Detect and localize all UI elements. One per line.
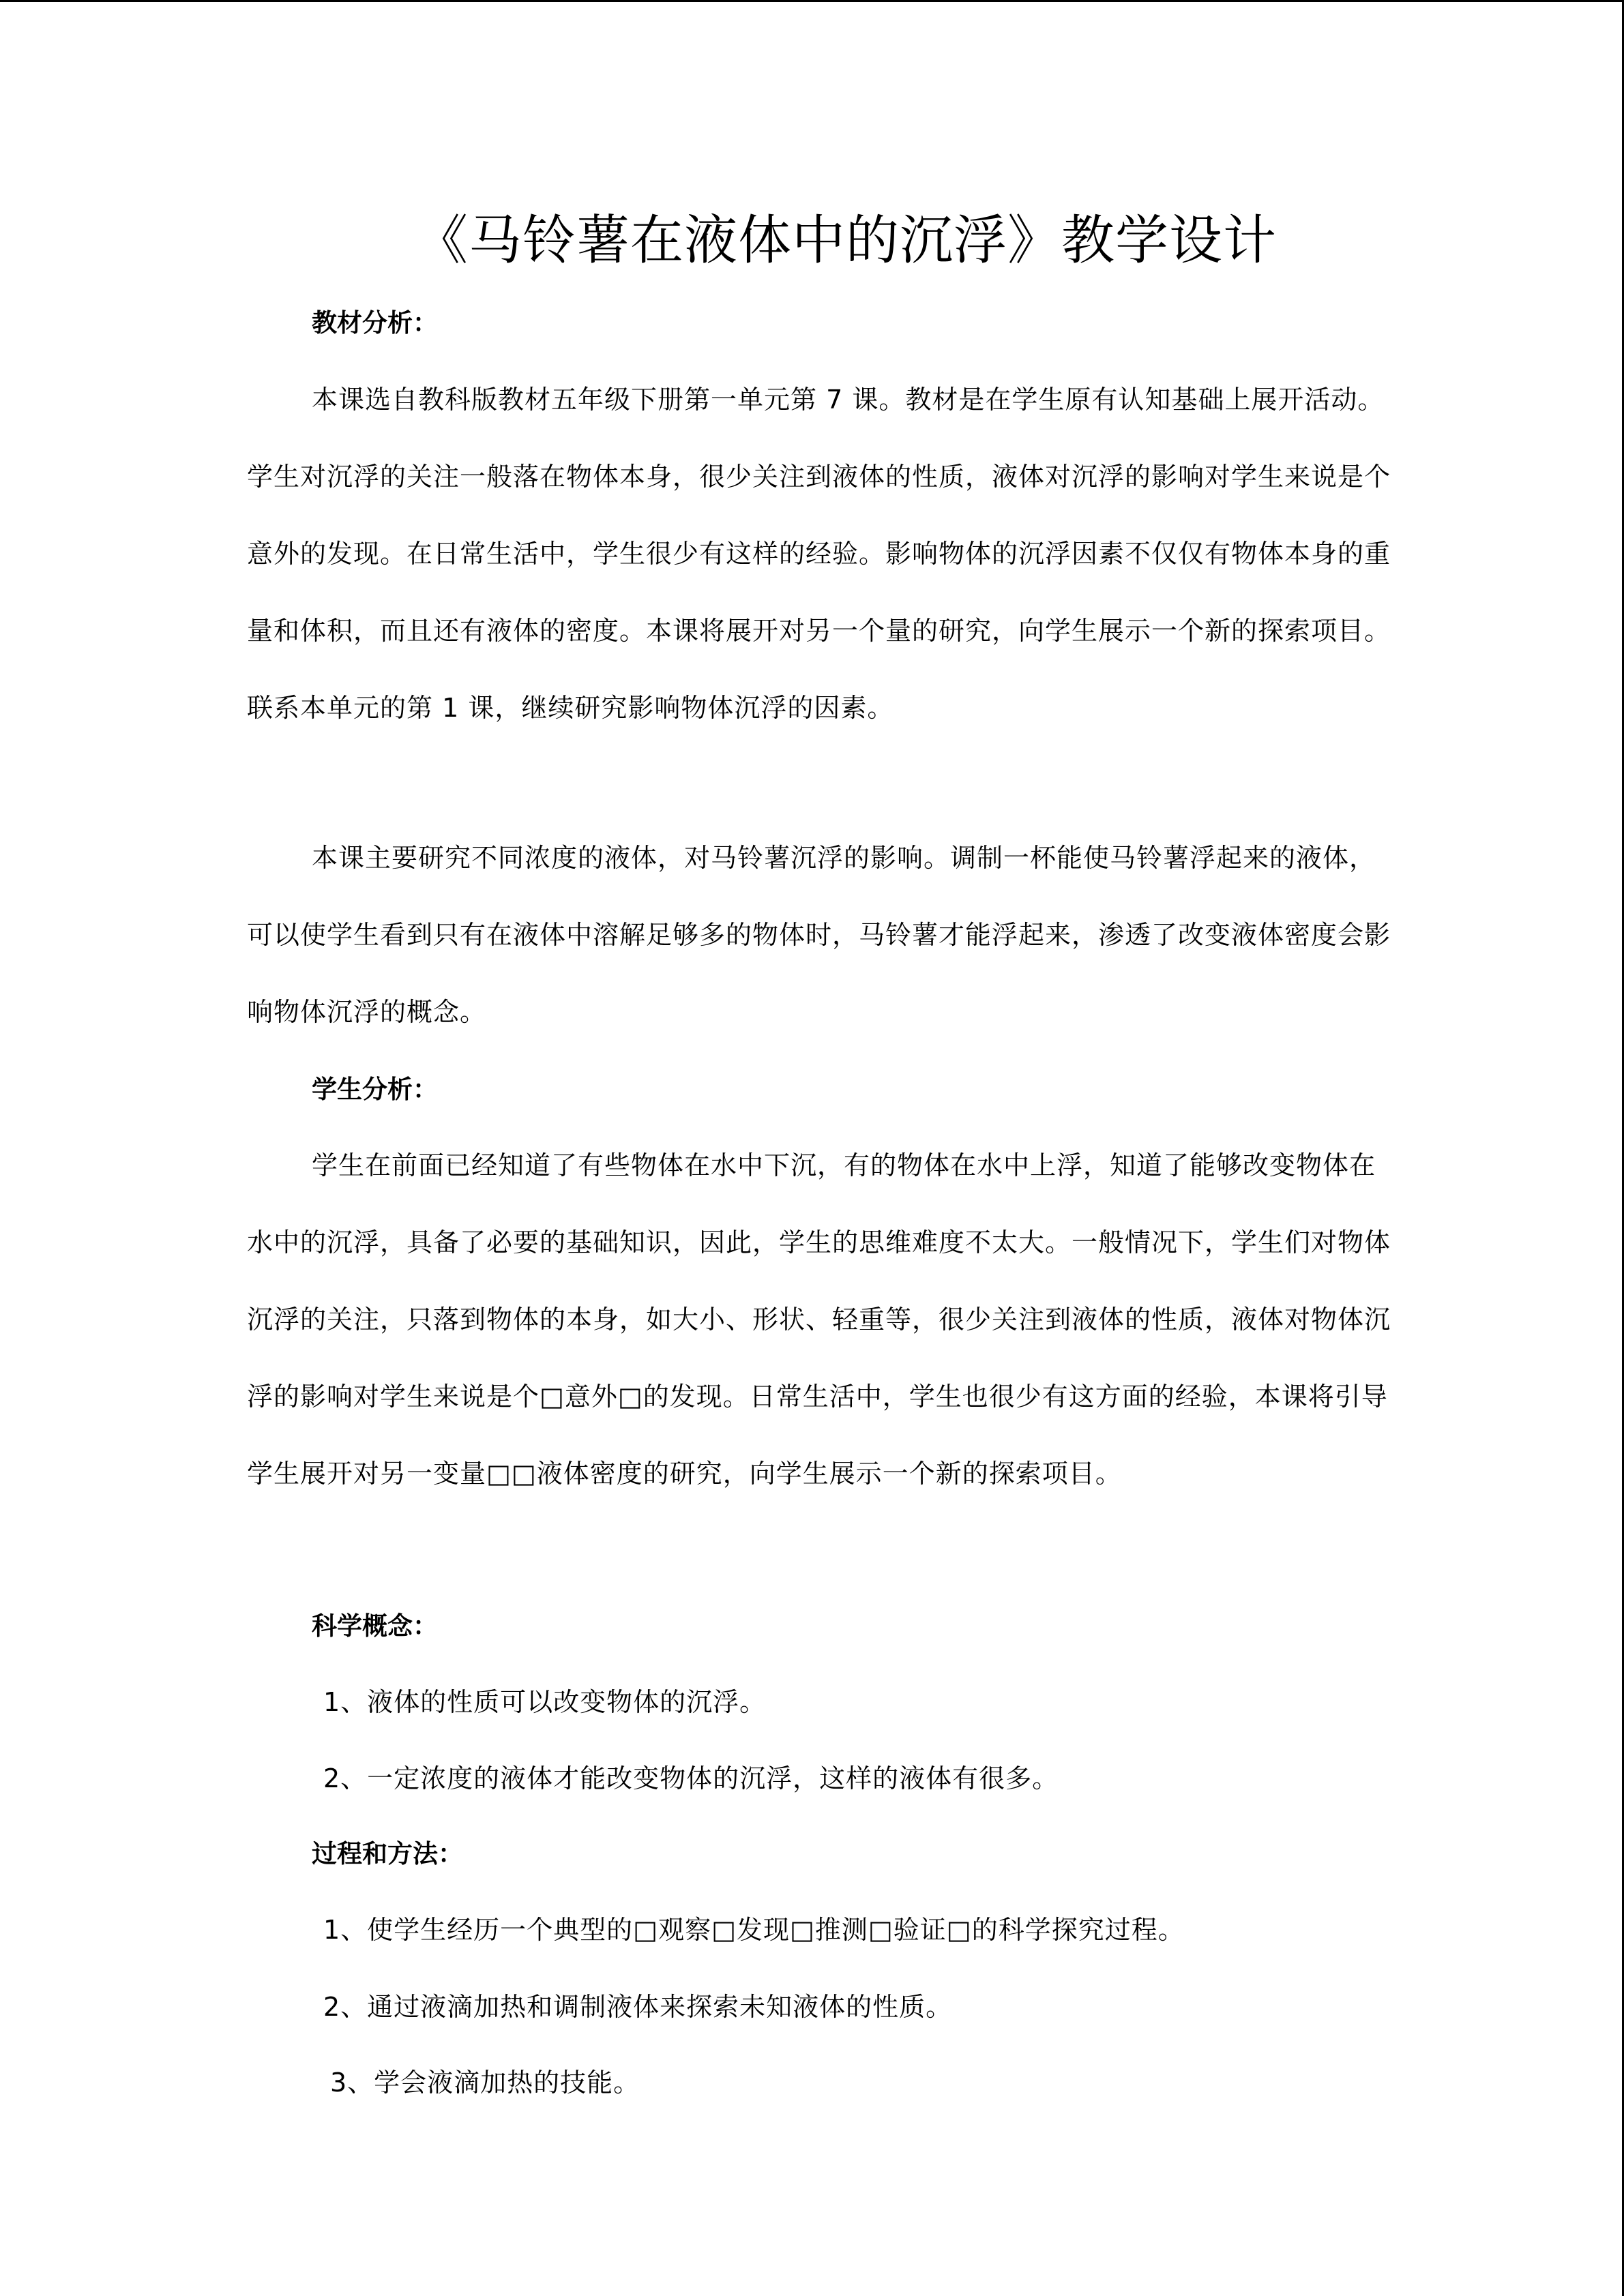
process-method-item-2: 2、通过液滴加热和调制液体来探索未知液体的性质。 [323, 1992, 953, 2022]
paragraph-material-analysis-1: 本课选自教科版教材五年级下册第一单元第 7 课。教材是在学生原有认知基础上展开活动。学生对沉浮的关注一般落在物体本身，很少关注到液体的性质，液体对沉浮的影响对学生来说是个意外的发现。在日常生活中，学生很少有这样的经验。影响物体的沉浮因素不仅仅有物体本身的重量和体积，而且还有液体的密度。本课将展开对另一个量的研究，向学生展示一个新的探索项目。联系本单元的第 1 课，继续研究影响物体沉浮的因素。 [247, 385, 1391, 723]
science-concept-item-1: 1、液体的性质可以改变物体的沉浮。 [323, 1687, 767, 1717]
heading-student-analysis: 学生分析： [312, 1075, 438, 1104]
heading-material-analysis: 教材分析： [312, 308, 438, 338]
process-method-item-3: 3、学会液滴加热的技能。 [330, 2068, 640, 2098]
paragraph-student-analysis: 学生在前面已经知道了有些物体在水中下沉，有的物体在水中上浮，知道了能够改变物体在水中的沉浮，具备了必要的基础知识，因此，学生的思维难度不太大。一般情况下，学生们对物体沉浮的关注，只落到物体的本身，如大小、形状、轻重等，很少关注到液体的性质，液体对物体沉浮的影响对学生来说是个□意外□的发现。日常生活中，学生也很少有这方面的经验，本课将引导学生展开对另一变量□□液体密度的研究，向学生展示一个新的探索项目。 [247, 1150, 1391, 1489]
process-method-item-1: 1、使学生经历一个典型的□观察□发现□推测□验证□的科学探究过程。 [323, 1915, 1185, 1945]
heading-science-concepts: 科学概念： [312, 1611, 438, 1641]
heading-process-methods: 过程和方法： [312, 1839, 463, 1868]
paragraph-material-analysis-2: 本课主要研究不同浓度的液体，对马铃薯沉浮的影响。调制一杯能使马铃薯浮起来的液体，可以使学生看到只有在液体中溶解足够多的物体时，马铃薯才能浮起来，渗透了改变液体密度会影响物体沉浮的概念。 [247, 843, 1391, 1027]
science-concept-item-2: 2、一定浓度的液体才能改变物体的沉浮，这样的液体有很多。 [323, 1763, 1059, 1793]
document-title: 《马铃薯在液体中的沉浮》教学设计 [414, 210, 1277, 271]
